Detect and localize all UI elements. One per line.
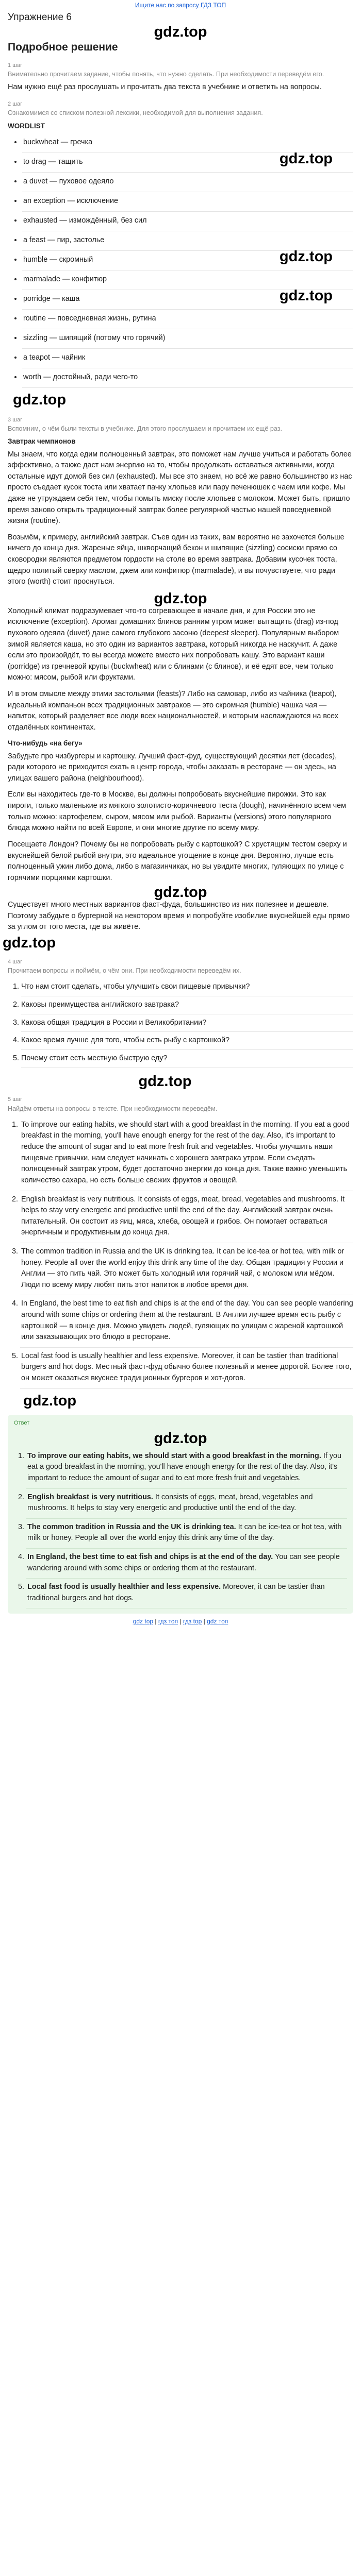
- text-paragraph: Существует много местных вариантов фаст-фуда, большинство из них полезнее и дешевле. Поэтому забудьте о бургерной на некотором время и попробуйте изобилие вкуснейшей еды прямо за углом от того места, где вы живёте.: [8, 901, 350, 931]
- promo-link[interactable]: Ищите нас по запросу ГДЗ ТОП: [135, 2, 226, 9]
- text-paragraph: И в этом смысле между этими застольями (feasts)? Либо на самовар, либо из чайника (teapot), идеальный компаньон всех традиционных завтраков — это скромная (humble) чашка чая — напиток, который разделяет все люди всех национальностей, и которым наслаждаются на всех отдалённых континентах.: [8, 689, 338, 732]
- wordlist-heading: WORDLIST: [8, 122, 45, 130]
- exercise-title: Упражнение 6: [8, 12, 72, 23]
- list-item: • exhausted — измождённый, без сил: [22, 212, 353, 231]
- list-item: 4. In England, the best time to eat fish and chips is at the end of the day. You can see people wandering around with some chips or ordering them at the restaurant. В Англии лучшее время есть рыбу с картошкой — в конце дня. Можно увидеть людей, гуляющих по улицам с жареной картошкой или заказывающих это блюдо в ресторане.: [20, 1295, 353, 1347]
- wordlist: [8, 133, 353, 388]
- list-item: • buckwheat — гречка: [22, 133, 353, 153]
- footer-link[interactable]: gdz top: [133, 1618, 154, 1625]
- step-2: [8, 100, 353, 409]
- step-label: 4 шаг: [8, 958, 23, 965]
- promo-banner: [0, 0, 361, 10]
- step-1: [8, 62, 353, 93]
- text-paragraph: Посещаете Лондон? Почему бы не попробовать рыбу с картошкой? С хрустящим тестом сверху и вкуснейшей белой рыбой внутри, это идеальное угощение в конце дня. Вероятно, лучше есть полноценный ужин либо дома, либо в магазинчиках, но вы увидите многих, гуляющих по улице с горячими порциями картошки.: [8, 840, 347, 882]
- list-item: 2. English breakfast is very nutritious. It consists of eggs, meat, bread, vegetables and mushrooms. It helps to stay very energetic and productive until the end of the day.: [26, 1489, 347, 1519]
- list-item: • a duvet — пуховое одеяло: [22, 173, 353, 192]
- solution-page: [0, 11, 361, 1635]
- list-item: 4. Какое время лучше для того, чтобы есть рыбу с картошкой?: [21, 1032, 353, 1050]
- separator: |: [179, 1618, 182, 1625]
- text-heading: Что-нибудь «на бегу»: [8, 739, 83, 748]
- watermark: gdz.top: [154, 23, 207, 40]
- text-paragraph: Мы знаем, что когда едим полноценный завтрак, это поможет нам лучше учиться и работать более эффективно, а также даст нам энергию на то, чтобы продолжать оставаться активными, когда остальные идут домой без сил (exhausted). Мы все это знаем, но всё же равно большинство из нас просто съедает кусок тоста или хватает пачку хлопьев или пару печенюшек с чаем или кофе. Мы даже не утруждаем себя тем, чтобы помыть миску после хлопьев с молоком. Может быть, пришло время заново открыть традиционный завтрак более регулярной частью нашей повседневной жизни (routine).: [8, 450, 352, 526]
- step-label: 5 шаг: [8, 1096, 23, 1103]
- text-paragraph: Если вы находитесь где-то в Москве, вы должны попробовать вкуснейшие пирожки. Это как пироги, только маленькие из мягкого золотисто-коричневого теста (dough), начинённого всем чем только можно: картофелем, сыром, мясом или рыбой. Варианты (versions) этого популярного блюда можно найти по всей Европе, и они многие другие по всему миру.: [8, 790, 347, 833]
- text-paragraph: Холодный климат подразумевает что-то согревающее в начале дня, и для России это не исключение (exception). Аромат домашних блинов ранним утром может вытащить (drag) из-под пухового одеяла (duvet) даже самого глубокого засоню (deepest sleeper). Популярным выбором зимой является каша, но это один из вариантов завтрака, который никогда не наскучит. А даже если это произойдёт, то вы всегда можете вместо них попробовать кашу. Это вариант каши (porridge) из гречневой крупы (buckwheat) или с блинами (с блинов), и её едят все, чем только можно: мясом, рыбой или фруктами.: [8, 606, 339, 682]
- watermark: gdz.top: [138, 1073, 192, 1090]
- list-item: 3. Какова общая традиция в России и Великобритании?: [21, 1014, 353, 1032]
- footer-link[interactable]: гдз топ: [158, 1618, 178, 1625]
- list-item: 2. English breakfast is very nutritious. It consists of eggs, meat, bread, vegetables and mushrooms. It helps to stay very energetic and productive until the end of the day. Английский завтрак очень питательный. Он состоит из яиц, мяса, хлеба, овощей и грибов. Он помогает оставаться энергичным и продуктивным до конца дня.: [20, 1191, 353, 1243]
- list-item: • to drag — тащить gdz.top: [22, 153, 353, 173]
- list-item: 1. Что нам стоит сделать, чтобы улучшить свои пищевые привычки?: [21, 978, 353, 996]
- list-item: • an exception — исключение: [22, 192, 353, 212]
- step-label: 1 шаг: [8, 62, 23, 69]
- step-hint: Внимательно прочитаем задание, чтобы понять, что нужно сделать. При необходимости переведём его.: [8, 71, 324, 78]
- separator: |: [203, 1618, 205, 1625]
- list-item: • marmalade — конфитюр: [22, 270, 353, 290]
- text-paragraph: Забудьте про чизбургеры и картошку. Лучший фаст-фуд, существующий десятки лет (decades), ради которого не приходится ехать в центр города, чтобы заказать в ресторане — он здесь, на улицах вашего района (neighbourhood).: [8, 752, 337, 783]
- watermark: gdz.top: [154, 590, 207, 607]
- step-4: [8, 958, 353, 1091]
- step-hint: Вспомним, о чём были тексты в учебнике. Для этого прослушаем и прочитаем их ещё раз.: [8, 425, 283, 433]
- list-item: 2. Каковы преимущества английского завтрака?: [21, 996, 353, 1014]
- step-hint: Найдём ответы на вопросы в тексте. При необходимости переведём.: [8, 1105, 218, 1112]
- list-item: • sizzling — шипящий (потому что горячий): [22, 329, 353, 349]
- list-item: 5. Почему стоит есть местную быструю еду?: [21, 1050, 353, 1068]
- step-text: Нам нужно ещё раз прослушать и прочитать два текста в учебнике и ответить на вопросы.: [8, 83, 322, 92]
- answer-list: [14, 1448, 347, 1609]
- watermark: gdz.top: [23, 1392, 77, 1409]
- watermark: gdz.top: [279, 287, 333, 304]
- question-list: [8, 978, 353, 1067]
- list-item: 3. The common tradition in Russia and the UK is drinking tea. It can be ice-tea or hot tea, with milk or honey. People all over the world enjoy this drink any time of the day.: [26, 1519, 347, 1549]
- list-item: • a feast — пир, застолье: [22, 231, 353, 251]
- text-paragraph: Возьмём, к примеру, английский завтрак. Съев один из таких, вам вероятно не захочется больше ничего до конца дня. Жареные яйца, шкворчащий бекон и шипящие (sizzling) сосиски прямо со сковородки являются предметом гордости на столе во время завтрака. Добавим кусочек тоста, щедро политый сверху маслом, джем или конфитюр (marmalade), и вы почувствуете, что ради этого (worth) стоит проснуться.: [8, 533, 344, 586]
- watermark: gdz.top: [154, 884, 207, 901]
- list-item: 1. To improve our eating habits, we should start with a good breakfast in the morning. If you eat a good breakfast in the morning, you'll have enough energy for the rest of the day. Also, it's important to reduce the amount of sugar and to eat more fresh fruit and vegetables.: [26, 1448, 347, 1489]
- watermark: gdz.top: [279, 248, 333, 265]
- list-item: 5. Local fast food is usually healthier and less expensive. Moreover, it can be tastier than traditional burgers and hot dogs.: [26, 1579, 347, 1608]
- watermark: gdz.top: [279, 150, 333, 167]
- list-item: 1. To improve our eating habits, we should start with a good breakfast in the morning. If you eat a good breakfast in the morning, you'll have enough energy for the rest of the day. Also, it's important to reduce the amount of sugar and to eat more fresh fruit and vegetables. Чтобы улучшить наши пищевые привычки, нам следует начинать с хорошего завтрака утром. Если съедать полноценный завтрак утром, будет достаточно энергии до конца дня. Также важно уменьшить количество сахара, но есть больше свежих фруктов и овощей.: [20, 1116, 353, 1191]
- step-hint: Ознакомимся со списком полезной лексики, необходимой для выполнения задания.: [8, 109, 263, 117]
- list-item: • a teapot — чайник: [22, 349, 353, 368]
- answer-tag: Ответ: [14, 1420, 30, 1427]
- footer-links: [8, 1614, 353, 1628]
- list-item: • routine — повседневная жизнь, рутина: [22, 310, 353, 329]
- list-item: • worth — достойный, ради чего-то: [22, 368, 353, 388]
- step-3: [3, 416, 353, 952]
- step-5: [8, 1096, 353, 1410]
- footer-link[interactable]: gdz топ: [207, 1618, 228, 1625]
- step-hint: Прочитаем вопросы и поймём, о чём они. При необходимости переведём их.: [8, 967, 241, 975]
- text-heading: Завтрак чемпионов: [8, 437, 76, 446]
- footer-link[interactable]: гдз top: [183, 1618, 202, 1625]
- list-item: • porridge — каша gdz.top: [22, 290, 353, 310]
- list-item: 4. In England, the best time to eat fish and chips is at the end of the day. You can see people wandering around with some chips or ordering them at the restaurant.: [26, 1549, 347, 1579]
- final-answer: [8, 1415, 353, 1614]
- separator: |: [155, 1618, 157, 1625]
- watermark: gdz.top: [13, 391, 67, 408]
- answer-source-list: [8, 1116, 353, 1389]
- solution-subtitle: Подробное решение: [8, 41, 118, 54]
- list-item: 5. Local fast food is usually healthier and less expensive. Moreover, it can be tastier than traditional burgers and hot dogs. Местный фаст-фуд обычно более полезный и менее дорогой. Более того, он может оказаться вкуснее традиционных бургеров и хот-догов.: [20, 1348, 353, 1389]
- list-item: • humble — скромный gdz.top: [22, 251, 353, 270]
- step-label: 3 шаг: [8, 416, 23, 423]
- step-label: 2 шаг: [8, 100, 23, 107]
- list-item: 3. The common tradition in Russia and the UK is drinking tea. It can be ice-tea or hot tea, with milk or honey. People all over the world enjoy this drink any time of the day. Общая традиция у России и Англии — это пить чай. Это может быть холодный или горячий чай, с молоком или мёдом. Люди по всему миру любят пить этот напиток в любое время дня.: [20, 1243, 353, 1295]
- watermark: gdz.top: [154, 1430, 207, 1447]
- watermark: gdz.top: [3, 934, 56, 951]
